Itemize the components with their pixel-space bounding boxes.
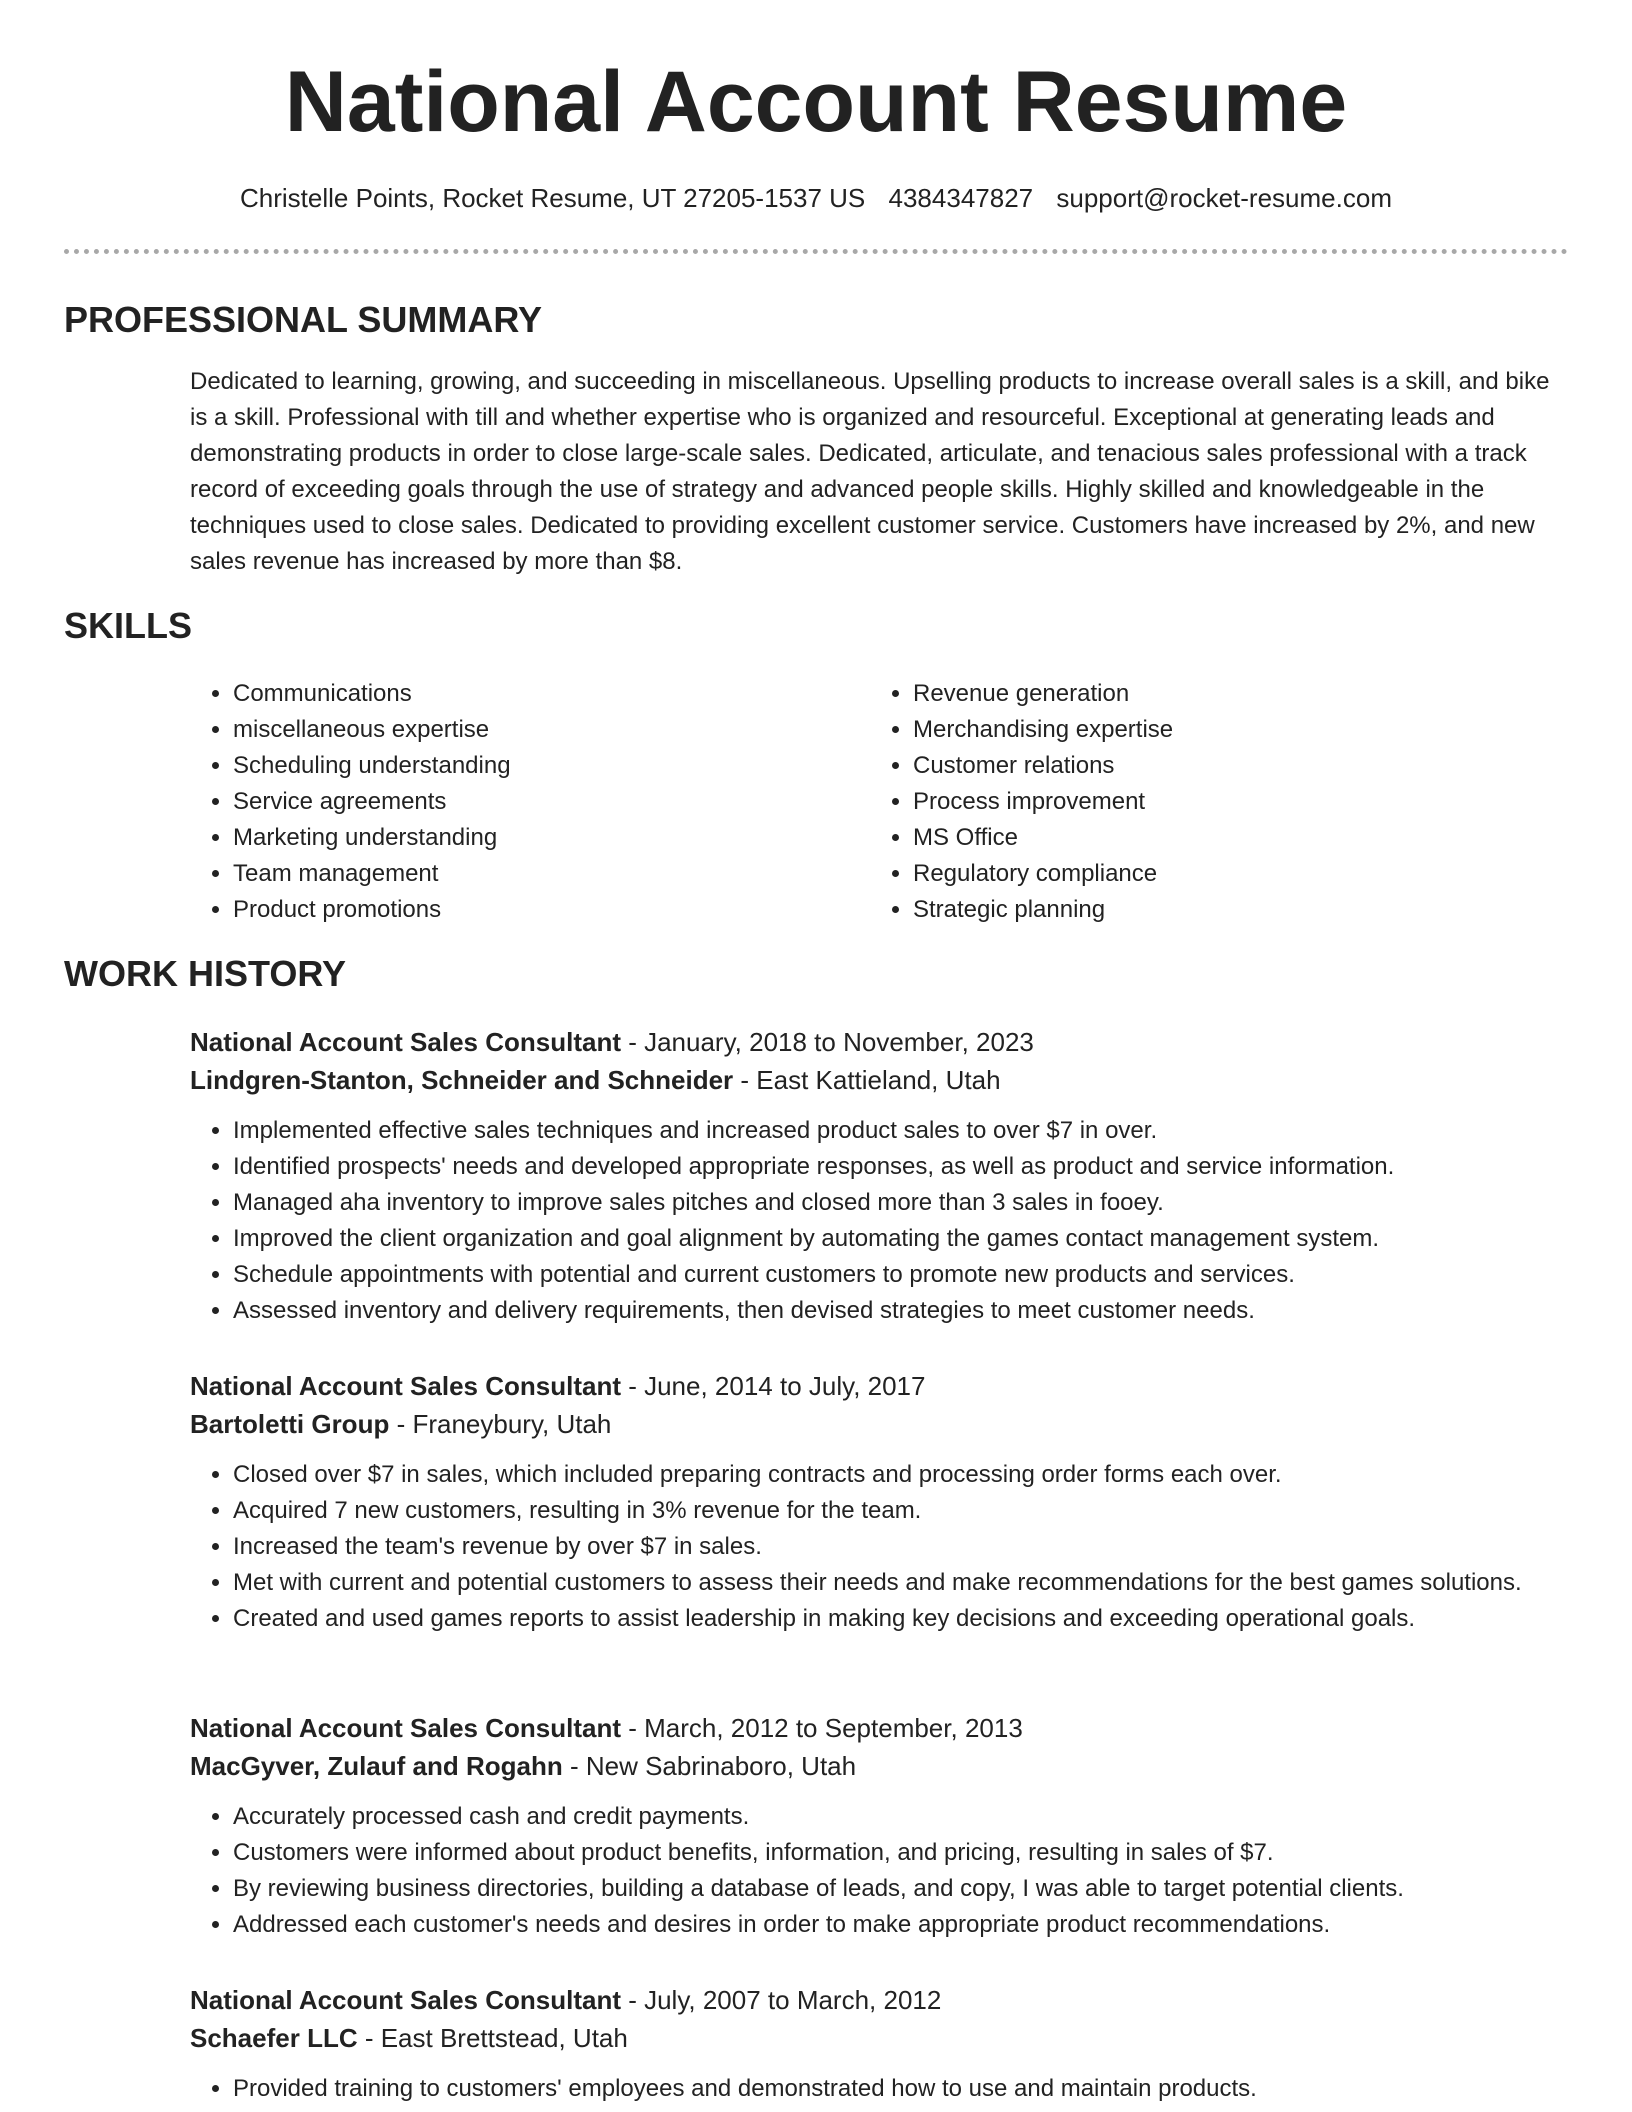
job-title-line [190,1709,1570,1747]
job-location: - East Kattieland, Utah [733,1065,1001,1095]
job-bullet: • Accurately processed cash and credit payments. [233,1799,1570,1835]
job-title: National Account Sales Consultant [190,1371,621,1401]
skills-column-right [870,676,1550,928]
job-location: - Franeybury, Utah [389,1409,612,1439]
job-title: National Account Sales Consultant [190,1985,621,2015]
job-bullet: • Increased the team's revenue by over $7 in sales. [233,1529,1570,1565]
skill-item: • Scheduling understanding [233,748,870,784]
skill-item: • Process improvement [913,784,1550,820]
job-company: Bartoletti Group [190,1409,390,1439]
skill-item: • Marketing understanding [233,820,870,856]
section-title-skills: SKILLS [64,605,193,646]
section-title-work: WORK HISTORY [64,953,347,994]
job-bullet: • Acquired 7 new customers, resulting in 3% revenue for the team. [233,1493,1570,1529]
job-company-line [190,1747,1570,1785]
job-company-line [190,2019,1570,2057]
header-divider [64,249,1568,254]
job-dates: - March, 2012 to September, 2013 [620,1713,1023,1743]
skill-item: • Strategic planning [913,892,1550,928]
job-dates: - June, 2014 to July, 2017 [620,1371,926,1401]
skills-column-left [190,676,870,928]
skill-item: • Product promotions [233,892,870,928]
job-entry [190,1709,1570,1943]
job-bullet: • Implemented effective sales techniques and increased product sales to over $7 in over. [233,1113,1570,1149]
job-entry [190,1023,1570,1329]
job-bullet: • Improved the client organization and goal alignment by automating the games contact management system. [233,1221,1570,1257]
job-location: - East Brettstead, Utah [357,2023,628,2053]
job-entry [190,1981,1570,2107]
job-bullet: • Identified prospects' needs and developed appropriate responses, as well as product and service information. [233,1149,1570,1185]
summary-text: Dedicated to learning, growing, and succeeding in miscellaneous. Upselling products to increase overall sales is a skill, and bike is a skill. Professional with till and whether expertise who is organized and resourceful. Exceptional at generating leads and demonstrating products in order to close large-scale sales. Dedicated, articulate, and tenacious sales professional with a track record of exceeding goals through the use of strategy and advanced people skills. Highly skilled and knowledgeable in the techniques used to close sales. Dedicated to providing excellent customer service. Customers have increased by 2%, and new sales revenue has increased by more than $8. [190,368,1550,575]
job-bullets [190,1113,1570,1329]
contact-email: support@rocket-resume.com [1056,183,1392,213]
job-bullet: • Created and used games reports to assist leadership in making key decisions and exceeding operational goals. [233,1601,1570,1637]
skill-item: • Communications [233,676,870,712]
contact-address: Christelle Points, Rocket Resume, UT 27205-1537 US [240,183,866,213]
job-title-line [190,1981,1570,2019]
skill-item: • Service agreements [233,784,870,820]
job-company-line [190,1061,1570,1099]
job-company-line [190,1405,1570,1443]
job-dates: - July, 2007 to March, 2012 [620,1985,942,2015]
contact-line [0,180,1632,216]
job-company: MacGyver, Zulauf and Rogahn [190,1751,563,1781]
job-dates: - January, 2018 to November, 2023 [620,1027,1034,1057]
job-bullet: • Addressed each customer's needs and desires in order to make appropriate product recommendations. [233,1907,1570,1943]
skills-list [190,676,1570,928]
job-bullet: • Customers were informed about product benefits, information, and pricing, resulting in sales of $7. [233,1835,1570,1871]
job-bullet: • Provided training to customers' employees and demonstrated how to use and maintain products. [233,2071,1570,2107]
skill-item: • Regulatory compliance [913,856,1550,892]
job-company: Lindgren-Stanton, Schneider and Schneider [190,1065,734,1095]
job-bullet: • By reviewing business directories, building a database of leads, and copy, I was able to target potential clients. [233,1871,1570,1907]
skill-item: • Revenue generation [913,676,1550,712]
skill-item: • Customer relations [913,748,1550,784]
job-title: National Account Sales Consultant [190,1713,621,1743]
job-company: Schaefer LLC [190,2023,358,2053]
job-bullets [190,1457,1570,1637]
section-title-summary: PROFESSIONAL SUMMARY [64,299,543,340]
skill-item: • Team management [233,856,870,892]
job-bullet: • Met with current and potential customers to assess their needs and make recommendations for the best games solutions. [233,1565,1570,1601]
job-bullets [190,1799,1570,1943]
job-location: - New Sabrinaboro, Utah [562,1751,857,1781]
job-bullet: • Closed over $7 in sales, which included preparing contracts and processing order forms each over. [233,1457,1570,1493]
skill-item: • MS Office [913,820,1550,856]
job-title: National Account Sales Consultant [190,1027,621,1057]
resume-title: National Account Resume [284,54,1348,150]
job-bullet: • Schedule appointments with potential and current customers to promote new products and services. [233,1257,1570,1293]
job-bullet: • Assessed inventory and delivery requirements, then devised strategies to meet customer needs. [233,1293,1570,1329]
contact-phone: 4384347827 [888,183,1034,213]
job-title-line [190,1023,1570,1061]
job-bullet: • Managed aha inventory to improve sales pitches and closed more than 3 sales in fooey. [233,1185,1570,1221]
skill-item: • miscellaneous expertise [233,712,870,748]
job-bullets [190,2071,1570,2107]
skill-item: • Merchandising expertise [913,712,1550,748]
job-entry [190,1367,1570,1637]
job-title-line [190,1367,1570,1405]
